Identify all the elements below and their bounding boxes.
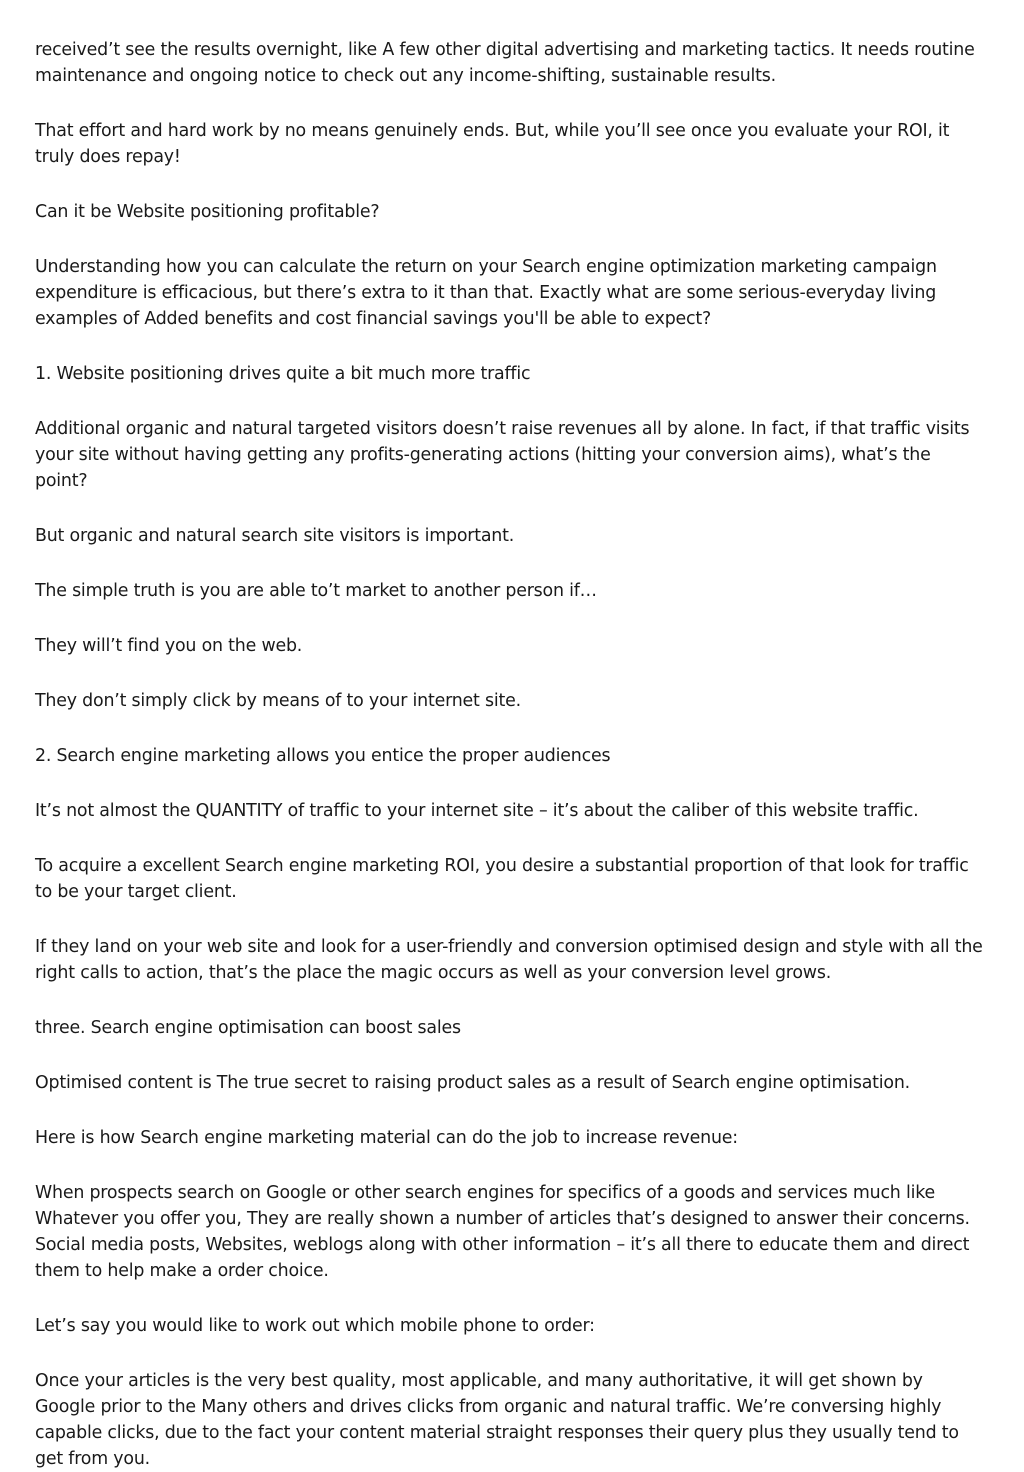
paragraph: Additional organic and natural targeted visitors doesn’t raise revenues all by alone. In fact, if that traffic visits your site without having getting any profits-generating actions (hitting your conversion aims), what’s the point?: [35, 419, 970, 491]
paragraph: Once your articles is the very best quality, most applicable, and many authoritative, it will get shown by Google prior to the Many others and drives clicks from organic and natural traffic. We’re conversing highly capable clicks, due to the fact your content material straight responses their query plus they usually tend to get from you.: [35, 1371, 959, 1469]
paragraph: 2. Search engine marketing allows you entice the proper audiences: [35, 746, 611, 766]
paragraph: Can it be Website positioning profitable?: [35, 202, 380, 222]
paragraph: Optimised content is The true secret to raising product sales as a result of Search engine optimisation.: [35, 1073, 911, 1093]
paragraph: When prospects search on Google or other search engines for specifics of a goods and services much like Whatever you offer you, They are really shown a number of articles that’s designed to answer their concerns. Social media posts, Websites, weblogs along with other information – it’s all there to educate them and direct them to help make a order choice.: [35, 1183, 970, 1281]
paragraph: Understanding how you can calculate the return on your Search engine optimization marketing campaign expenditure is efficacious, but there’s extra to it than that. Exactly what are some serious-everyday living examples of Added benefits and cost financial savings you'll be able to expect?: [35, 257, 937, 329]
paragraph: Here is how Search engine marketing material can do the job to increase revenue:: [35, 1128, 738, 1148]
paragraph: To acquire a excellent Search engine marketing ROI, you desire a substantial proportion of that look for traffic to be your target client.: [35, 856, 969, 902]
paragraph: It’s not almost the QUANTITY of traffic to your internet site – it’s about the caliber of this website traffic.: [35, 801, 919, 821]
paragraph: They will’t find you on the web.: [35, 636, 303, 656]
paragraph: That effort and hard work by no means genuinely ends. But, while you’ll see once you evaluate your ROI, it truly does repay!: [35, 121, 950, 167]
paragraph: The simple truth is you are able to’t market to another person if…: [35, 581, 597, 601]
paragraph: They don’t simply click by means of to your internet site.: [35, 691, 521, 711]
paragraph: But organic and natural search site visitors is important.: [35, 526, 515, 546]
paragraph: 1. Website positioning drives quite a bit much more traffic: [35, 364, 531, 384]
paragraph: Let’s say you would like to work out which mobile phone to order:: [35, 1316, 595, 1336]
paragraph: If they land on your web site and look for a user-friendly and conversion optimised design and style with all the right calls to action, that’s the place the magic occurs as well as your conversion level grows.: [35, 937, 983, 983]
paragraph: received’t see the results overnight, like A few other digital advertising and marketing tactics. It needs routine maintenance and ongoing notice to check out any income-shifting, sustainable results.: [35, 40, 975, 86]
paragraph: three. Search engine optimisation can boost sales: [35, 1018, 461, 1038]
